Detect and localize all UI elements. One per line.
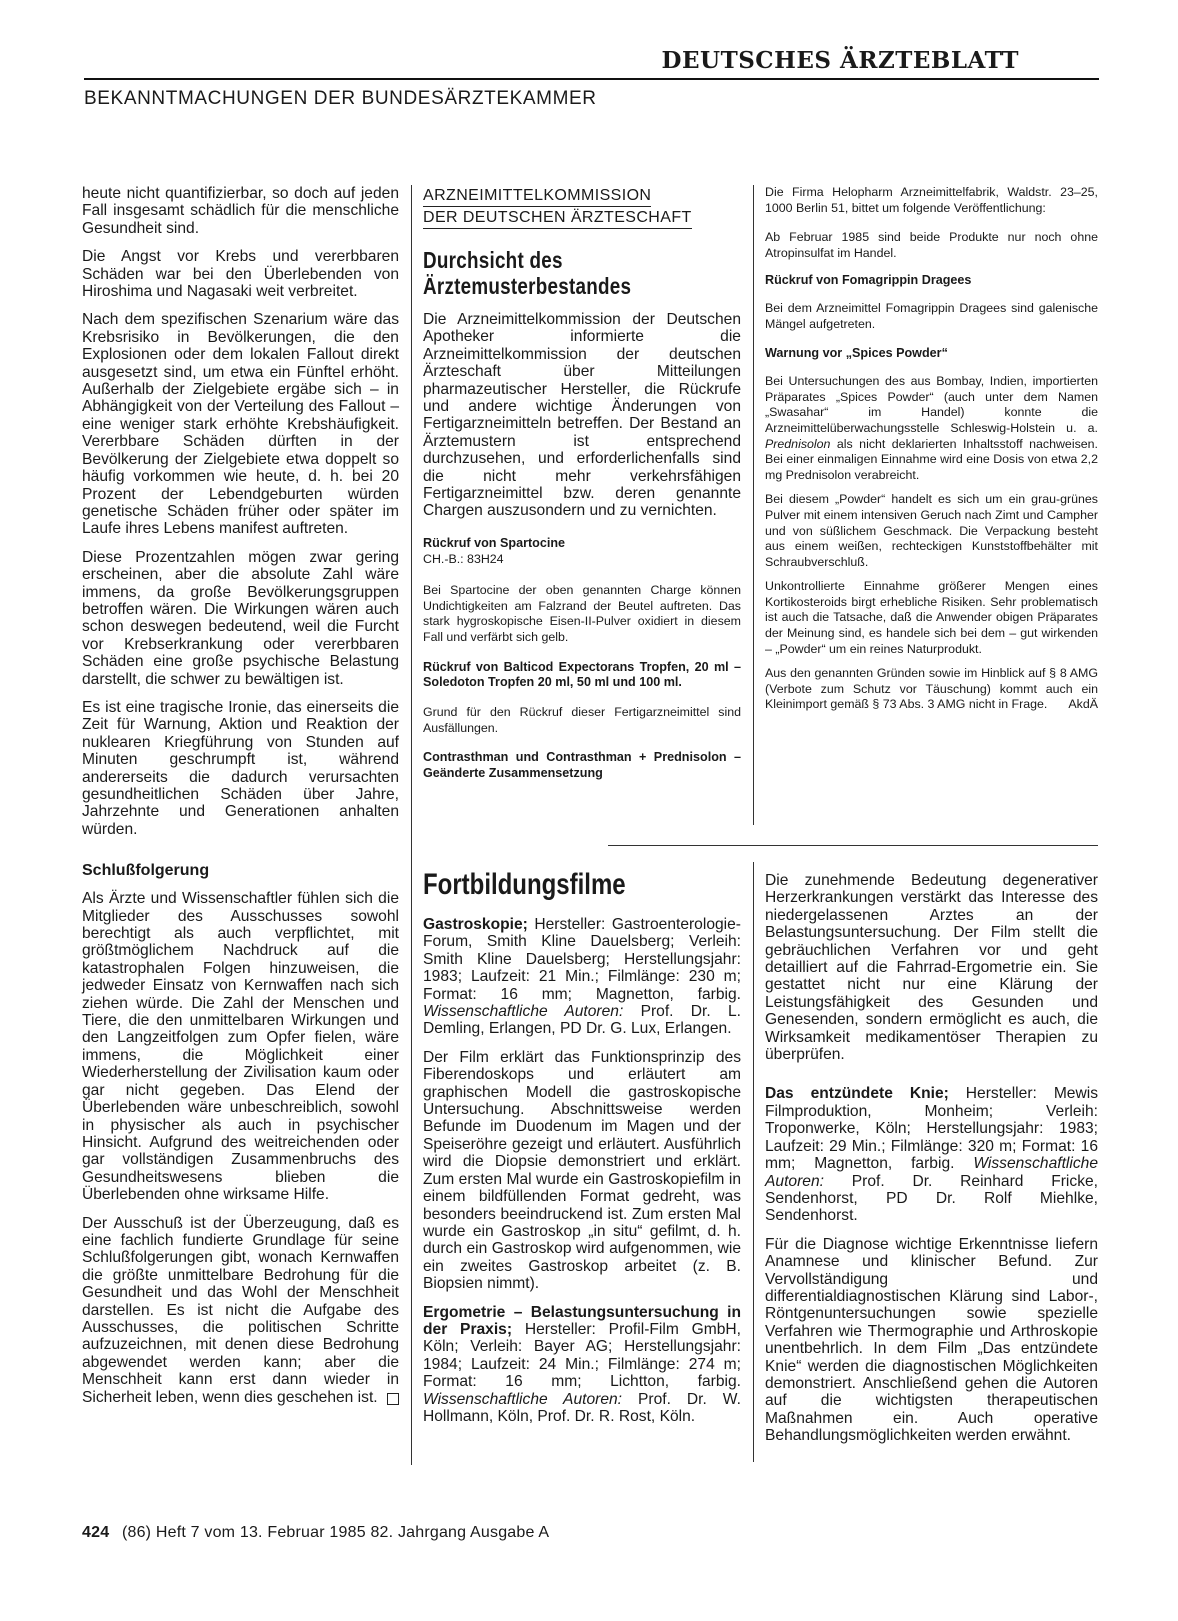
recall-heading: Rückruf von Balticod Expectorans Tropfen, 20 ml – Soledoton Tropfen 20 ml, 50 ml und 100 ml. (423, 659, 741, 690)
end-mark-icon (387, 1393, 399, 1405)
paragraph: Bei Spartocine der oben genannten Charge können Undichtigkeiten am Falzrand der Beutel auftreten. Das stark hygroskopische Eisen-II-Pulver oxidiert in diesem Fall und verfärbt sich gelb. (423, 583, 741, 645)
paragraph: Unkontrollierte Einnahme größerer Mengen eines Kortikosteroids birgt erhebliche Risiken. Sehr problematisch ist auch die Tatsache, daß die Anwender obigen Präparates der Meinung sind, es handele sich bei dem – gut wirkenden – „Powder“ um ein reines Naturprodukt. (765, 579, 1098, 656)
paragraph: Als Ärzte und Wissenschaftler fühlen sich die Mitglieder des Ausschusses sowohl berechtigt als auch verpflichtet, mit größtmöglichem Nachdruck auf die katastrophalen Folgen hinzuweisen, die jedweder Einsatz von Kernwaffen nach sich ziehen würde. Die Zahl der Menschen und Tiere, die den unmittelbaren Wirkungen und den Langzeitfolgen zum Opfer fielen, wäre immens, die Möglichkeit einer Wiederherstellung der Zivilisation kaum oder gar nicht gegeben. Das Elend der Überlebenden wäre unbeschreiblich, sowohl in physischer als auch in psychischer Hinsicht. Aufgrund des weitreichenden oder gar vollständigen Zusammenbruchs des Gesundheitswesens blieben die Überlebenden ohne wirksame Hilfe. (82, 890, 399, 1204)
batch-number: CH.-B.: 83H24 (423, 551, 504, 566)
article-continuation (765, 185, 1098, 722)
paragraph-text: als nicht deklarierten Inhaltsstoff nachweisen. Bei einer einmaligen Einnahme wird eine Dosis von etwa 2,2 mg Prednisolon verabreicht. (765, 436, 1098, 482)
paragraph: Bei dem Arzneimittel Fomagrippin Dragees sind galenische Mängel aufgetreten. (765, 301, 1098, 331)
film-authors: Prof. Dr. W. Hollmann, Köln, Prof. Dr. R. Rost, Köln. (423, 1390, 741, 1425)
section-heading: Schlußfolgerung (82, 862, 210, 880)
film-description: Die zunehmende Bedeutung degenerativer Herzerkrankungen verstärkt das Interesse des niedergelassenen Arztes an der Belastungsuntersuchung. Der Film stellt die gebräuchlichen Verfahren vor und geht detailliert auf die Fahrrad-Ergometrie ein. Sie gestattet nicht nur eine Klärung der Leistungsfähigkeit des Gesunden und Genesenden, sondern ermöglicht es auch, die Wirksamkeit medikamentöser Therapien zu überprüfen. (765, 872, 1098, 1064)
recall-heading: Rückruf von Fomagrippin Dragees (765, 273, 972, 288)
recall-heading: Rückruf von Spartocine (423, 535, 566, 550)
film-entry (423, 916, 741, 1038)
drug-name: Prednisolon (765, 436, 831, 451)
paragraph (765, 666, 1098, 713)
page-footer (82, 1524, 549, 1542)
authors-label: Wissenschaftliche Autoren: (423, 1390, 623, 1408)
signature: AkdÄ (1068, 697, 1098, 712)
film-title: Gastroskopie; (423, 916, 528, 933)
films-section-right (765, 872, 1098, 1456)
paragraph: Ab Februar 1985 sind beide Produkte nur noch ohne Atropinsulfat im Handel. (765, 230, 1098, 260)
paragraph-text: Bei Untersuchungen des aus Bombay, Indien, importierten Präparates „Spices Powder“ (auch unter dem Namen „Swasahar“ im Handel) konnte die Arzneimittelüberwachungsstelle Schleswig-Holstein u. a. (765, 374, 1098, 435)
column-divider (411, 185, 412, 1465)
headline-line: Ärztemusterbestandes (423, 273, 632, 299)
paragraph (765, 374, 1098, 483)
kicker (423, 185, 741, 229)
article-intro: Die Arzneimittelkommission der Deutschen Apotheker informierte die Arzneimittelkommission der deutschen Ärzteschaft über Mitteilungen pharmazeutischer Hersteller, die Rückrufe und andere wichtige Änderungen von Fertigarzneimitteln betreffen. Der Bestand an Ärztemustern ist entsprechend durchzusehen, und erforderlichenfalls sind die nicht mehr verkehrsfähigen Fertigarzneimittel bzw. deren genannte Chargen auszusondern und zu vernichten. (423, 311, 741, 520)
film-meta: Hersteller: Gastroenterologie-Forum, Smith Kline Dauelsberg; Verleih: Smith Kline Dauelsberg; Herstellungsjahr: 1983; Laufzeit: 21 Min.; Filmlänge: 230 m; Format: 16 mm; Magnetton, farbig. (423, 916, 741, 1003)
paragraph-text: Aus den genannten Gründen sowie im Hinblick auf § 8 AMG (Verbote zum Schutz vor Täuschung) kommt auch ein Kleinimport gemäß § 73 Abs. 3 AMG nicht in Frage. (765, 666, 1098, 712)
journal-title: DEUTSCHES ÄRZTEBLATT (661, 47, 1019, 74)
film-title: Ergometrie – Belastungsuntersuchung in der Praxis; (423, 1303, 741, 1338)
film-description: Für die Diagnose wichtige Erkenntnisse liefern Anamnese und klinischer Befund. Zur Vervollständigung und differentialdiagnostischen Klärung sind Labor-, Röntgenuntersuchungen sowie spezielle Verfahren wie Thermographie und Arthroskopie unentbehrlich. In dem Film „Das entzündete Knie“ werden die diagnostischen Möglichkeiten demonstriert. Anschließend gehen die Autoren auf die wichtigsten therapeutischen Maßnahmen ein. Auch operative Behandlungsmöglichkeiten werden erwähnt. (765, 1235, 1098, 1445)
paragraph: Grund für den Rückruf dieser Fertigarzneimittel sind Ausfällungen. (423, 705, 741, 735)
article-arzneimittelkommission (423, 185, 741, 786)
kicker-line: ARZNEIMITTELKOMMISSION (423, 185, 651, 207)
film-meta: Hersteller: Profil-Film GmbH, Köln; Verleih: Bayer AG; Herstellungsjahr: 1984; Laufzeit: 24 Min.; Filmlänge: 274 m; Format: 16 mm; Lichtton, farbig. (423, 1320, 741, 1391)
authors-label: Wissenschaftliche Autoren: (423, 1003, 624, 1021)
warning-heading: Warnung vor „Spices Powder“ (765, 346, 948, 361)
paragraph (82, 1215, 399, 1406)
film-entry (423, 1304, 741, 1426)
paragraph: Die Firma Helopharm Arzneimittelfabrik, Waldstr. 23–25, 1000 Berlin 51, bittet um folgende Veröffentlichung: (765, 185, 1098, 215)
column-divider (753, 185, 754, 825)
masthead (84, 48, 1099, 110)
paragraph: Es ist eine tragische Ironie, das einerseits die Zeit für Warnung, Aktion und Reaktion der nuklearen Kriegführung von Stunden auf Minuten geschrumpft ist, während andererseits die dadurch verursachten gesundheitlichen Schäden über Jahre, Jahrzehnte und Generationen anhalten würden. (82, 698, 399, 838)
paragraph: Bei diesem „Powder“ handelt es sich um ein grau-grünes Pulver mit einem intensiven Geruch nach Zimt und Campher und von süßlichem Geschmack. Die Verpackung besteht aus einem weißen, rechteckigen Kunststoffbehälter mit Schraubverschluß. (765, 492, 1098, 569)
page-number: 424 (82, 1524, 110, 1541)
paragraph: Die Angst vor Krebs und vererbbaren Schäden war bei den Überlebenden von Hiroshima und Nagasaki weit verbreitet. (82, 248, 399, 301)
film-entry (765, 1085, 1098, 1224)
article-headline (423, 247, 741, 299)
section-rule (608, 845, 1098, 846)
paragraph: Diese Prozentzahlen mögen zwar gering erscheinen, aber die absolute Zahl wäre immens, da große Bevölkerungsgruppen betroffen wären. Die Wirkungen wären auch schon deswegen bedeutend, weil die Furcht vor Krebserkrankung oder vererbbaren Schäden eine große psychische Belastung darstellt, die schwer zu bewältigen ist. (82, 548, 399, 688)
issue-info: (86) Heft 7 vom 13. Februar 1985 82. Jahrgang Ausgabe A (121, 1524, 550, 1541)
films-headline: Fortbildungsfilme (423, 868, 626, 901)
kicker-line: DER DEUTSCHEN ÄRZTESCHAFT (423, 207, 692, 229)
section-title: BEKANNTMACHUNGEN DER BUNDESÄRZTEKAMMER (84, 88, 597, 109)
column-divider (753, 862, 754, 1462)
column-left (82, 185, 399, 1417)
film-description: Der Film erklärt das Funktionsprinzip des Fiberendoskops und erläutert am graphischen Modell die gastroskopische Untersuchung. Abschnittsweise werden Befunde im Duodenum im Magen und der Speiseröhre gezeigt und erläutert. Ausführlich wird die Diopsie demonstriert und erklärt. Zum ersten Mal wurde ein Gastroskopiefilm in einem bildfüllenden Format gedreht, was besonders beeindruckend ist. Zum ersten Mal wurde ein Gastroskop „in situ“ gefilmt, d. h. durch ein Gastroskop wird aufgenommen, wie ein zweites Gastroskop arbeitet (z. B. Biopsien nimmt). (423, 1048, 741, 1293)
masthead-rule (84, 78, 1099, 80)
film-authors: Prof. Dr. Reinhard Fricke, Sendenhorst, PD Dr. Rolf Miehlke, Sendenhorst. (765, 1172, 1098, 1225)
paragraph-text: Der Ausschuß ist der Überzeugung, daß es eine fachlich fundierte Grundlage für seine Schlußfolgerungen gibt, wonach Kernwaffen die größte unmittelbare Bedrohung für die Gesundheit und das Wohl der Menschheit darstellen. Es ist nicht die Aufgabe des Ausschusses, die politischen Schritte aufzuzeichnen, mit denen diese Bedrohung abgewendet werden kann; aber die Menschheit kann erst dann wieder in Sicherheit leben, wenn dies geschehen ist. (82, 1214, 399, 1406)
recall-heading: Contrasthman und Contrasthman + Prednisolon – Geänderte Zusammensetzung (423, 750, 741, 781)
headline-line: Durchsicht des (423, 247, 563, 273)
authors-label: Wissenschaftliche Autoren: (765, 1155, 1098, 1190)
film-title: Das entzündete Knie; (765, 1085, 949, 1103)
film-authors: Prof. Dr. L. Demling, Erlangen, PD Dr. G. Lux, Erlangen. (423, 1003, 741, 1038)
paragraph: heute nicht quantifizierbar, so doch auf jeden Fall insgesamt schädlich für die menschliche Gesundheit sind. (82, 185, 399, 237)
paragraph: Nach dem spezifischen Szenarium wäre das Krebsrisiko in Bevölkerungen, die den Explosionen oder dem lokalen Fallout direkt ausgesetzt sind, um etwa ein Fünftel erhöht. Außerhalb der Zielgebiete ergäbe sich – in Abhängigkeit von der Verteilung des Fallout – eine weniger stark erhöhte Krebshäufigkeit. Vererbbare Schäden dürften in der Bevölkerung der Zielgebiete etwa doppelt so häufig vorkommen wie heute, d. h. bei 20 Prozent der Lebendgeburten würden genetische Schäden früher oder später im Laufe ihres Lebens manifest auftreten. (82, 311, 399, 538)
film-meta: Hersteller: Mewis Filmproduktion, Monheim; Verleih: Troponwerke, Köln; Herstellungsjahr: 1983; Laufzeit: 29 Min.; Filmlänge: 320 m; Format: 16 mm; Magnetton, farbig. (765, 1085, 1098, 1173)
films-section (423, 860, 741, 1436)
